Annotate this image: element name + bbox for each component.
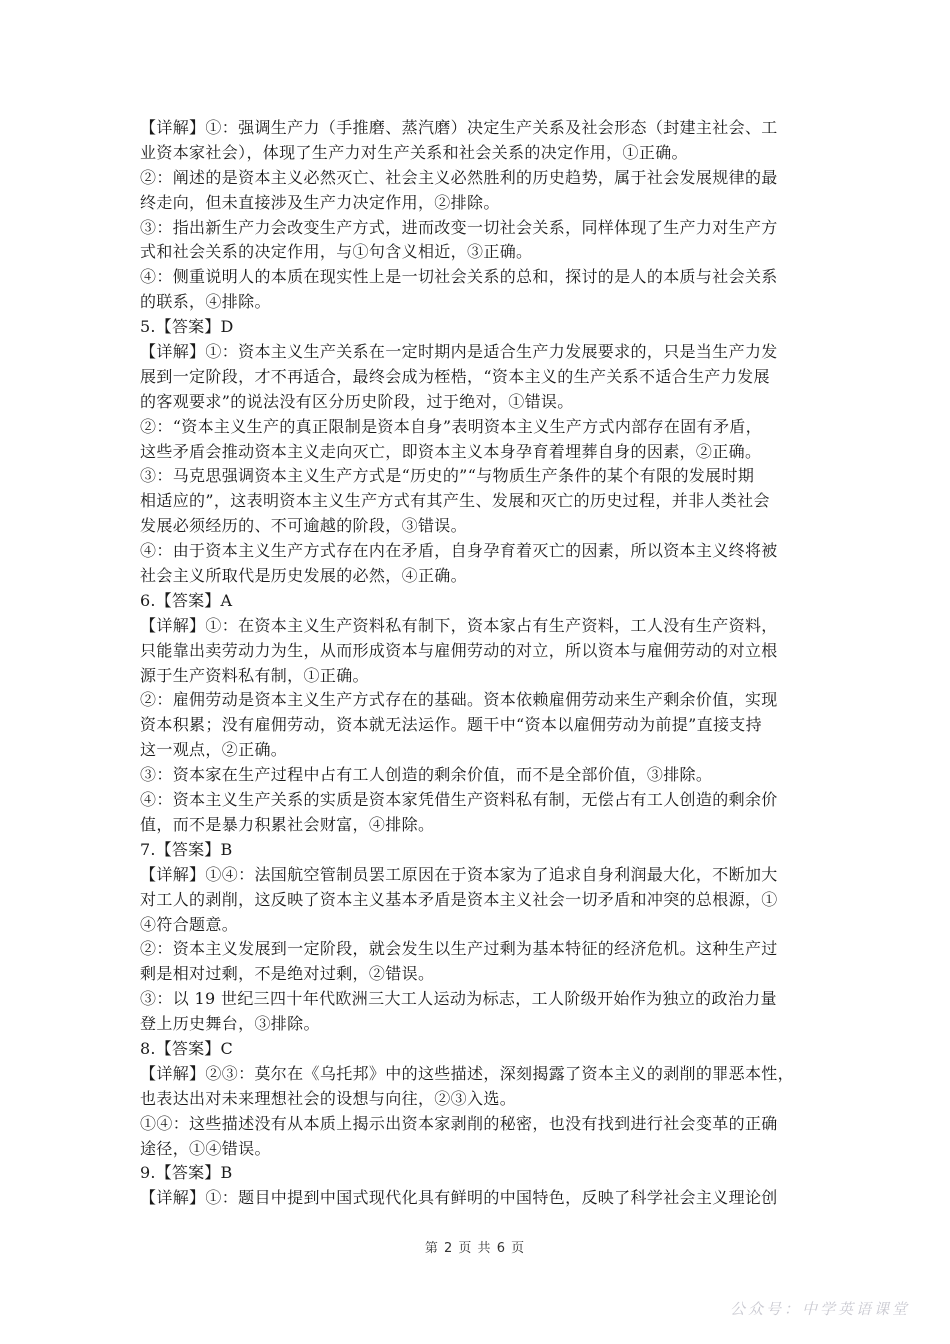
- text-line: 发展必须经历的、不可逾越的阶段，③错误。: [140, 516, 468, 536]
- text-line: ②：“资本主义生产的真正限制是资本自身”表明资本主义生产方式内部存在固有矛盾，: [140, 416, 763, 436]
- text-line: 值，而不是暴力积累社会财富，④排除。: [140, 814, 435, 834]
- answer-heading: 9.【答案】B: [140, 1163, 233, 1183]
- text-line: 剩是相对过剩，不是绝对过剩，②错误。: [140, 964, 435, 984]
- text-line: 这些矛盾会推动资本主义走向灭亡，即资本主义本身孕育着埋葬自身的因素，②正确。: [140, 441, 762, 461]
- text-line: ④：侧重说明人的本质在现实性上是一切社会关系的总和，探讨的是人的本质与社会关系: [140, 267, 778, 287]
- text-line: 社会主义所取代是历史发展的必然，④正确。: [140, 566, 468, 586]
- text-line: 相适应的”，这表明资本主义生产方式有其产生、发展和灭亡的历史过程，并非人类社会: [140, 491, 770, 511]
- text-line: 只能靠出卖劳动力为生，从而形成资本与雇佣劳动的对立，所以资本与雇佣劳动的对立根: [140, 640, 778, 660]
- text-line: 的客观要求”的说法没有区分历史阶段，过于绝对，①错误。: [140, 391, 574, 411]
- text-line: ③：资本家在生产过程中占有工人创造的剩余价值，而不是全部价值，③排除。: [140, 765, 713, 785]
- answer-heading: 6.【答案】A: [140, 590, 233, 610]
- text-line: 登上历史舞台，③排除。: [140, 1014, 320, 1034]
- answer-heading: 8.【答案】C: [140, 1038, 233, 1058]
- text-line: ③：马克思强调资本主义生产方式是“历史的”“与物质生产条件的某个有限的发展时期: [140, 466, 755, 486]
- text-line: 也表达出对未来理想社会的设想与向往，②③入选。: [140, 1088, 517, 1108]
- answer-heading: 5.【答案】D: [140, 317, 234, 337]
- text-line: ④：资本主义生产关系的实质是资本家凭借生产资料私有制，无偿占有工人创造的剩余价: [140, 790, 778, 810]
- text-line: 业资本家社会），体现了生产力对生产关系和社会关系的决定作用，①正确。: [140, 142, 688, 162]
- text-line: 【详解】②③：莫尔在《乌托邦》中的这些描述，深刻揭露了资本主义的剥削的罪恶本性，: [140, 1063, 795, 1083]
- text-line: 途径，①④错误。: [140, 1138, 271, 1158]
- text-line: ②：资本主义发展到一定阶段，就会发生以生产过剩为基本特征的经济危机。这种生产过: [140, 939, 778, 959]
- watermark-text: 公众号：中学英语课堂: [730, 1300, 911, 1318]
- text-line: 源于生产资料私有制，①正确。: [140, 665, 369, 685]
- text-line: 【详解】①：强调生产力（手推磨、蒸汽磨）决定生产关系及社会形态（封建主社会、工: [140, 118, 778, 137]
- text-line: 展到一定阶段，才不再适合，最终会成为桎梏，“资本主义的生产关系不适合生产力发展: [140, 366, 770, 386]
- text-line: 【详解】①：题目中提到中国式现代化具有鲜明的中国特色，反映了科学社会主义理论创: [140, 1188, 778, 1208]
- text-line: 终走向，但未直接涉及生产力决定作用，②排除。: [140, 192, 500, 212]
- text-line: 的联系，④排除。: [140, 292, 271, 312]
- answer-heading: 7.【答案】B: [140, 839, 233, 859]
- text-line: 对工人的剥削，这反映了资本主义基本矛盾是资本主义社会一切矛盾和冲突的总根源，①: [140, 889, 778, 909]
- text-line: ④：由于资本主义生产方式存在内在矛盾，自身孕育着灭亡的因素，所以资本主义终将被: [140, 541, 778, 561]
- text-line: 资本积累；没有雇佣劳动，资本就无法运作。题干中“资本以雇佣劳动为前提”直接支持: [140, 715, 763, 735]
- document-body: [140, 116, 808, 1211]
- text-line: 【详解】①④：法国航空管制员罢工原因在于资本家为了追求自身利润最大化，不断加大: [140, 864, 778, 884]
- text-line: 式和社会关系的决定作用，与①句含义相近，③正确。: [140, 242, 533, 262]
- text-line: ④符合题意。: [140, 914, 239, 934]
- text-line: ①④：这些描述没有从本质上揭示出资本家剥削的秘密，也没有找到进行社会变革的正确: [140, 1113, 778, 1133]
- page-number-footer: 第 2 页 共 6 页: [424, 1241, 526, 1256]
- text-line: ③：以 19 世纪三四十年代欧洲三大工人运动为标志，工人阶级开始作为独立的政治力量: [140, 989, 777, 1009]
- text-line: 这一观点，②正确。: [140, 740, 288, 760]
- text-line: ③：指出新生产力会改变生产方式，进而改变一切社会关系，同样体现了生产力对生产方: [140, 217, 778, 237]
- text-line: 【详解】①：在资本主义生产资料私有制下，资本家占有生产资料，工人没有生产资料，: [140, 615, 778, 635]
- text-line: ②：阐述的是资本主义必然灭亡、社会主义必然胜利的历史趋势，属于社会发展规律的最: [140, 167, 778, 187]
- text-line: 【详解】①：资本主义生产关系在一定时期内是适合生产力发展要求的，只是当生产力发: [140, 342, 778, 362]
- text-line: ②：雇佣劳动是资本主义生产方式存在的基础。资本依赖雇佣劳动来生产剩余价值，实现: [140, 690, 778, 710]
